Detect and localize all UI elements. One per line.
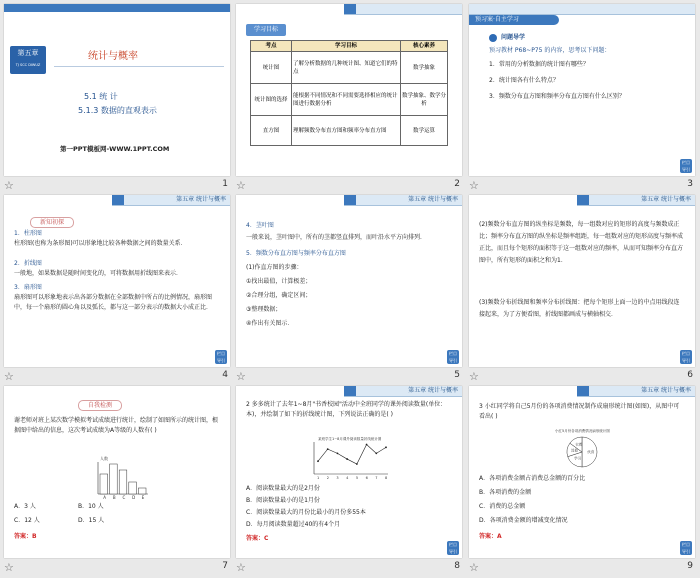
table-row [251,52,448,84]
x-tick-label: 7 [375,476,378,480]
pie-chart [547,426,617,470]
objectives-table [250,40,448,146]
option-d[interactable]: D．每月阅读数量超过40的有4个月 [246,521,341,528]
star-icon[interactable]: ☆ [4,179,14,192]
table-cell: 统计图 [251,52,292,84]
slide-number: 3 [687,179,693,189]
slide-number: 2 [454,179,460,189]
chart-title: 人数 [100,456,108,461]
header-text: 第五章 统计与概率 [408,387,458,394]
slide-thumb-8[interactable] [236,386,462,578]
answer-text: 答案：B [14,533,37,540]
slide-canvas [469,4,695,176]
x-tick-label: E [141,495,145,500]
slide-header-bar [344,195,462,206]
data-point [317,460,319,462]
table-cell: 数学抽象、数学分析 [401,84,448,116]
header-pill-text: 预习案·自主学习 [475,16,519,23]
question-item: 2．统计图各有什么特点？ [489,77,559,84]
bar-chart [90,454,150,502]
topic-body: (1)作直方图的步骤： [246,264,303,271]
slide-number: 8 [454,561,460,571]
table-cell: 直方图 [251,116,292,146]
return-button[interactable]: 栏目 导引 [682,160,690,172]
step-item: ②合理分组，确定区间； [246,292,312,299]
slide-number: 1 [222,179,228,189]
chapter-badge-en: TJ SCC DIWUZ [15,63,41,67]
return-button[interactable]: 栏目 导引 [682,351,690,363]
section-badge-text: 自我检测 [87,402,112,409]
header-accent [112,195,124,205]
topic-body: (3)频数分布折线图和频率分布折线图：把每个矩形上面一边的中点用线段连接起来，为了方便看图，折线图都画成与横轴相交． [479,299,680,318]
topic-heading: 3．扇形图 [14,284,42,291]
data-point [346,458,348,460]
answer-text: 答案：A [479,533,502,540]
x-tick-label: 1 [317,476,320,480]
question-title: 问题导学 [501,34,526,41]
thumb-meta [236,560,462,578]
table-header-row [251,41,448,52]
slide-thumb-4[interactable] [4,195,230,387]
x-tick-label: A [103,495,107,500]
star-icon[interactable]: ☆ [236,561,246,574]
data-point [356,463,358,465]
option-b[interactable]: B．各项消费的金额 [479,489,532,496]
header-badge-text: 学习目标 [253,26,278,33]
topic-heading: 2．折线图 [14,260,42,267]
slide-canvas [4,195,230,367]
chapter-badge [10,46,46,74]
thumb-meta [4,178,230,196]
data-point [337,452,339,454]
header-text: 第五章 统计与概率 [641,196,691,203]
slide-number: 5 [454,370,460,380]
slide-footer: 第一PPT模板网-WWW.1PPT.COM [60,145,170,153]
x-tick-label: 6 [365,476,368,480]
step-item: ④作出有关图示． [246,320,294,327]
answer-text: 答案：C [246,535,269,542]
x-tick-label: 2 [326,476,329,480]
star-icon[interactable]: ☆ [469,179,479,192]
option-c[interactable]: C．12 人 [14,517,40,524]
slide-number: 4 [222,370,228,380]
slide-header-bar [469,4,695,15]
question-item: 3．频数分布直方图和频率分布直方图有什么区别？ [489,93,625,100]
chart-title: 某班学生1~8月课外阅读数量折线统计图 [318,437,382,441]
data-point [327,448,329,450]
chart-bar [100,474,108,494]
topic-body: 扇形图可以形象地表示出各部分数据在全部数据中所占的比例情况，扇形图中，每一个扇形的圆心角以及弧长，都与这一部分表示的数据大小成正比． [14,294,213,311]
slide-canvas [4,4,230,176]
slide-title: 统计与概率 [88,51,138,62]
top-band [4,4,230,12]
table-cell: 数学抽象 [401,52,448,84]
table-header: 学习目标 [292,41,401,52]
star-icon[interactable]: ☆ [236,370,246,383]
question-text: 谢老师对班上某次数学模拟考试成绩进行统计，绘制了如图所示的统计图，根据图中给出的信息，这次考试成绩为A等级的人数有( ) [14,417,219,434]
slide-thumb-6[interactable] [469,195,695,387]
option-a[interactable]: A．阅读数量最大的是2月份 [246,485,320,492]
section-badge-text: 新知初探 [39,219,64,226]
slide-canvas [4,386,230,558]
topic-heading: 5．频数分布直方图与频率分布直方图 [246,250,346,257]
slide-number: 7 [222,561,228,571]
option-b[interactable]: B．阅读数量最小的是1月份 [246,497,320,504]
slide-header-bar [344,4,462,15]
x-tick-label: B [112,495,116,500]
slide-header-bar [577,195,695,206]
step-item: ①找出最值，计算极差； [246,278,312,285]
star-icon[interactable]: ☆ [236,179,246,192]
slice-label: 学习 [574,456,582,461]
option-c[interactable]: C．阅读数量最大的月份比最小的月份多55本 [246,509,366,516]
slide-canvas [236,4,462,176]
table-cell: 数学运算 [401,116,448,146]
section-heading: 5.1 统 计 [84,92,118,101]
chart-bar [129,482,137,494]
x-tick-label: 5 [355,476,359,480]
step-item: ③整理数据； [246,306,282,313]
topic-body: (2)频数分布直方图的纵坐标是频数，每一组数对应的矩形的高度与频数成正比；频率分布直方图的纵坐标是频率组距，每一组数对应的矩形高度与频率成正比，而且每个矩形的面积等于这一组数对应的频率，从而可知频率分布直方图中，所有矩形的面积之和为1． [479,221,684,264]
option-a[interactable]: A．3 人 [14,503,36,510]
header-accent [577,195,589,205]
slide-number: 9 [687,561,693,571]
return-button[interactable]: 栏目 导引 [682,542,690,554]
slide-canvas [236,195,462,367]
x-tick-label: 4 [346,476,349,480]
question-item: 1．常用的分析数据的统计图有哪些？ [489,61,589,68]
series-line [318,444,386,464]
option-d[interactable]: D．各项消费金额的增减变化情况 [479,517,568,524]
option-a[interactable]: A．各项消费金额占消费总金额的百分比 [479,475,586,482]
header-accent [344,386,356,396]
x-tick-label: D [132,495,136,500]
section-badge [30,217,74,228]
thumb-meta [4,369,230,387]
header-text: 第五章 统计与概率 [408,196,458,203]
slide-thumb-7[interactable] [4,386,230,578]
table-header: 核心素养 [401,41,448,52]
slide-canvas [236,386,462,558]
topic-heading: 4．茎叶图 [246,222,274,229]
slide-header-bar [112,195,230,206]
slide-thumb-5[interactable] [236,195,462,387]
chart-bar [119,470,127,494]
question-icon [489,34,497,42]
x-tick-label: C [122,495,126,500]
slide-canvas [469,195,695,367]
thumb-meta [469,178,695,196]
slide-thumb-1[interactable] [4,4,230,196]
slide-thumb-9[interactable] [469,386,695,578]
slide-canvas [469,386,695,558]
table-cell: 统计图的选择 [251,84,292,116]
slice-label: 其他 [570,448,578,453]
table-cell: 了解分析数据的几种统计图、知道它们的特点 [292,52,401,84]
return-button[interactable]: 栏目 导引 [449,351,457,363]
topic-body: 一般地，如果数据是随时间变化的，可将数据用折线图来表示． [14,270,183,277]
slide-header-bar [577,386,695,397]
slice-label: 衣着 [575,442,583,447]
header-text: 第五章 统计与概率 [176,196,226,203]
section-badge [78,400,122,411]
chart-bar [138,488,146,494]
slide-thumb-3[interactable] [469,4,695,196]
slide-header-bar [344,386,462,397]
data-point [375,452,377,454]
return-button[interactable]: 栏目 导引 [217,351,225,363]
thumb-meta [469,560,695,578]
header-pill [469,15,559,25]
thumb-meta [236,369,462,387]
header-accent [344,4,356,14]
chart-title: 小红5月份各项消费情况扇形统计图 [555,429,610,433]
line-chart [306,434,390,480]
star-icon[interactable]: ☆ [4,370,14,383]
thumb-meta [469,369,695,387]
chapter-badge-text: 第五章 [17,49,39,57]
topic-heading: 1．柱形图 [14,230,42,237]
star-icon[interactable]: ☆ [469,561,479,574]
option-b[interactable]: B．10 人 [78,503,104,510]
table-cell: 理解频数分布直方图和频率分布直方图 [292,116,401,146]
question-text: 2 多多统计了去年1~8月"书香校园"活动中全班同学的课外阅读数量(单位：本)，并绘制了如下的折线统计图，下列说法正确的是( ) [246,401,447,418]
thumb-meta [236,178,462,196]
topic-body: 一般来说，茎叶图中，所有的茎都竖直排列，而叶沿水平方向排列． [246,234,427,241]
title-rule [54,66,224,67]
table-cell: 能根据不同情况和不同需要选择相应的统计图进行数据分析 [292,84,401,116]
slide-number: 6 [687,370,693,380]
header-badge [246,24,286,36]
data-point [366,444,368,446]
chart-bar [110,464,118,494]
thumb-meta [4,560,230,578]
option-d[interactable]: D．15 人 [78,517,105,524]
return-button[interactable]: 栏目 导引 [449,542,457,554]
header-accent [344,195,356,205]
question-text: 3 小红同学将自己5月份的各项消费情况制作成扇形统计图(如图)，从图中可看出( ) [479,403,680,420]
table-header: 考点 [251,41,292,52]
option-c[interactable]: C．消费的总金额 [479,503,526,510]
table-row [251,116,448,146]
star-icon[interactable]: ☆ [4,561,14,574]
slice-label: 伙食 [587,450,595,454]
data-point [385,446,387,448]
x-tick-label: 8 [385,476,388,480]
topic-body: 柱形图(也称为条形图)可以形象地比较各种数据之间的数量关系． [14,240,187,247]
header-text: 第五章 统计与概率 [641,387,691,394]
subsection-heading: 5.1.3 数据的直观表示 [78,106,157,115]
header-accent [577,386,589,396]
x-tick-label: 3 [336,476,339,480]
question-intro: 预习教材 P68~P75 的内容，思考以下问题： [489,47,611,54]
star-icon[interactable]: ☆ [469,370,479,383]
table-row [251,84,448,116]
slide-thumb-2[interactable] [236,4,462,196]
